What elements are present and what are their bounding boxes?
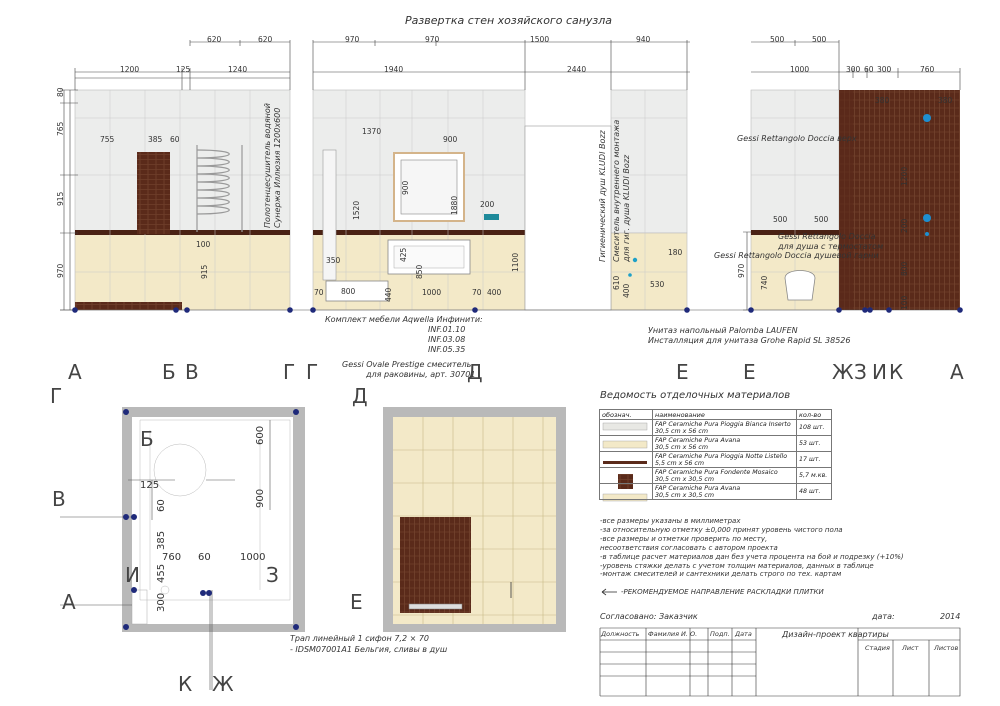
dim: 300 bbox=[846, 65, 861, 74]
hygiene-label: Гигиенический душ KLUDI Bozz bbox=[598, 130, 607, 262]
towel-label: Полотенцесушитель водяной bbox=[263, 103, 272, 228]
dim: 125 bbox=[176, 65, 191, 74]
plan-letter: И bbox=[125, 563, 141, 587]
material-size: 30,5 cm x 56 cm bbox=[655, 443, 708, 451]
dim: 970 bbox=[345, 35, 360, 44]
materials-table bbox=[599, 409, 832, 500]
dim: 1520 bbox=[352, 200, 361, 220]
dim: 455 bbox=[156, 563, 167, 583]
dim: 620 bbox=[258, 35, 273, 44]
dim: 380 bbox=[938, 96, 953, 105]
dim: 500 bbox=[773, 215, 788, 224]
dim: 1100 bbox=[511, 252, 520, 272]
inf-3: INF.05.35 bbox=[428, 345, 466, 354]
col-name: наименование bbox=[653, 410, 797, 420]
dim: 610 bbox=[612, 275, 621, 290]
axis-letter: А bbox=[68, 360, 83, 384]
axis-letter: Д bbox=[467, 360, 484, 384]
elevation-c bbox=[751, 90, 960, 310]
dim: 1000 bbox=[240, 552, 266, 563]
plan-letter: К bbox=[178, 672, 194, 696]
dim: 440 bbox=[384, 287, 393, 302]
axis-letter: В bbox=[185, 360, 200, 384]
material-qty: 108 шт. bbox=[797, 420, 832, 436]
dim: 385 bbox=[148, 135, 163, 144]
table-row bbox=[600, 420, 832, 436]
mixer-label: Смеситель внутреннего монтажа bbox=[612, 119, 621, 262]
dim: 740 bbox=[760, 275, 769, 290]
note: -монтаж смесителей и сантехники делать строго по тех. картам bbox=[600, 570, 842, 579]
table-row bbox=[600, 436, 832, 452]
material-name: FAP Ceramiche Pura Pioggia Notte Listello bbox=[655, 452, 788, 460]
plan-letter: Д bbox=[352, 384, 369, 408]
material-size: 30,5 cm x 30,5 cm bbox=[655, 491, 714, 499]
notes bbox=[600, 517, 904, 579]
dim: 60 bbox=[156, 499, 167, 512]
dim: 915 bbox=[200, 264, 209, 279]
gessi-sink-label-2: для раковины, арт. 30701 bbox=[366, 370, 476, 379]
dim: 1940 bbox=[384, 65, 404, 74]
dim: 900 bbox=[443, 135, 458, 144]
note: -все размеры и отметки проверить по месту, bbox=[600, 534, 768, 543]
floor-plan bbox=[60, 407, 305, 690]
material-name: FAP Ceramiche Pura Avana bbox=[655, 484, 741, 492]
material-name: FAP Ceramiche Pura Pioggia Bianca Inserto bbox=[655, 420, 791, 428]
note: -все размеры указаны в миллиметрах bbox=[600, 517, 741, 525]
axis-letter: Б bbox=[162, 360, 177, 384]
stamp-col: Дата bbox=[735, 630, 752, 638]
note: несоответствия согласовать с автором проекта bbox=[600, 543, 778, 552]
toilet-label: Унитаз напольный Palomba LAUFEN bbox=[648, 326, 798, 335]
dim: 1000 bbox=[790, 65, 810, 74]
material-qty: 5,7 м.кв. bbox=[797, 468, 832, 484]
drain-label: Трап линейный 1 сифон 7,2 × 70 bbox=[290, 634, 430, 643]
dim: 1200 bbox=[120, 65, 140, 74]
dim: 970 bbox=[737, 263, 746, 278]
axis-letter: А bbox=[950, 360, 965, 384]
material-name: FAP Ceramiche Pura Fondente Mosaico bbox=[655, 468, 778, 476]
dim: 70 bbox=[314, 288, 324, 297]
dim: 1200 bbox=[900, 166, 909, 186]
dim: 530 bbox=[650, 280, 665, 289]
dim: 800 bbox=[341, 287, 356, 296]
gessi-sink-label: Gessi Ovale Prestige смеситель bbox=[342, 360, 472, 369]
sheet-label: Лист bbox=[902, 644, 919, 652]
inf-1: INF.01.10 bbox=[428, 325, 466, 334]
plan-letter: Б bbox=[140, 427, 155, 451]
material-name: FAP Ceramiche Pura Avana bbox=[655, 436, 741, 444]
mixer-label-2: для гиг. душа KLUDI Bozz bbox=[622, 154, 631, 262]
drain-label-2: - IDSM07001A1 Бельгия, сливы в душ bbox=[290, 645, 448, 654]
dim: 2440 bbox=[567, 65, 587, 74]
dim: 400 bbox=[622, 283, 631, 298]
dim: 425 bbox=[399, 247, 408, 262]
table-row bbox=[600, 468, 832, 484]
axis-letter: К bbox=[889, 360, 905, 384]
axis-letter: И bbox=[872, 360, 888, 384]
dim: 900 bbox=[401, 180, 410, 195]
note: -уровень стяжки делать с учетом толщин материалов, данных в таблице bbox=[600, 561, 874, 570]
dim: 70 bbox=[472, 288, 482, 297]
elevation-a bbox=[75, 90, 290, 310]
install-label: Инсталляция для унитаза Grohe Rapid SL 38526 bbox=[648, 336, 851, 345]
dim: 1240 bbox=[228, 65, 248, 74]
dim: 80 bbox=[56, 87, 65, 97]
legend-arrow bbox=[602, 589, 617, 595]
axis-letter: Г bbox=[283, 360, 297, 384]
shower-top-label: Gessi Rettangolo Doccia верх bbox=[737, 134, 857, 143]
dim: 1000 bbox=[422, 288, 442, 297]
stamp-col: Должность bbox=[601, 630, 640, 638]
material-qty: 48 шт. bbox=[797, 484, 832, 500]
title-block bbox=[600, 628, 960, 696]
plan-letter: В bbox=[52, 487, 67, 511]
shower-hand-label: Gessi Rettangolo Doccia душевой гарни bbox=[714, 251, 879, 260]
material-qty: 53 шт. bbox=[797, 436, 832, 452]
axis-letter: З bbox=[854, 360, 868, 384]
axis-letter: Е bbox=[676, 360, 690, 384]
material-qty: 17 шт. bbox=[797, 452, 832, 468]
dim: 200 bbox=[900, 218, 909, 233]
dim: 500 bbox=[814, 215, 829, 224]
axis-letter: Г bbox=[306, 360, 320, 384]
plan-letter: А bbox=[62, 590, 77, 614]
dim: 765 bbox=[56, 121, 65, 136]
material-size: 5,5 cm x 56 cm bbox=[655, 459, 704, 467]
dim: 970 bbox=[56, 263, 65, 278]
plan-letter: З bbox=[266, 563, 280, 587]
dim: 940 bbox=[636, 35, 651, 44]
note: -за относительную отметку ±0,000 принят уровень чистого пола bbox=[600, 525, 843, 534]
dim: 400 bbox=[487, 288, 502, 297]
shower-therm-label-2: для душа с термостатом bbox=[778, 242, 884, 251]
dim: 500 bbox=[770, 35, 785, 44]
dim: 300 bbox=[156, 592, 167, 612]
material-size: 30,5 cm x 56 cm bbox=[655, 427, 708, 435]
stamp-col: Фамилия И. О. bbox=[648, 630, 698, 638]
furniture-label: Комплект мебели Aqwella Инфинити: bbox=[325, 315, 483, 324]
inf-2: INF.03.08 bbox=[428, 335, 466, 344]
legend-label: -РЕКОМЕНДУЕМОЕ НАПРАВЛЕНИЕ РАСКЛАДКИ ПЛИТКИ bbox=[621, 588, 824, 596]
dim: 350 bbox=[326, 256, 341, 265]
sheets-label: Листов bbox=[934, 644, 959, 652]
dim: 180 bbox=[668, 248, 683, 257]
table-row bbox=[600, 484, 832, 500]
dim: 755 bbox=[100, 135, 115, 144]
table-row bbox=[600, 452, 832, 468]
dim: 900 bbox=[255, 488, 266, 508]
dim: 915 bbox=[56, 191, 65, 206]
dim: 125 bbox=[140, 480, 160, 491]
material-size: 30,5 cm x 30,5 cm bbox=[655, 475, 714, 483]
plan-letter: Г bbox=[50, 384, 64, 408]
project-label: Дизайн-проект квартиры bbox=[782, 630, 889, 639]
col-qty: кол-во bbox=[797, 410, 832, 420]
year-label: 2014 bbox=[940, 612, 961, 621]
page-title: Развертка стен хозяйского санузла bbox=[405, 14, 613, 27]
dim: 1500 bbox=[530, 35, 550, 44]
dim: 380 bbox=[875, 96, 890, 105]
dim: 800 bbox=[900, 261, 909, 276]
dim: 300 bbox=[877, 65, 892, 74]
dim: 760 bbox=[920, 65, 935, 74]
dim: 100 bbox=[196, 240, 211, 249]
shower-therm-label: Gessi Rettangolo Doccia bbox=[778, 232, 876, 241]
dim: 500 bbox=[812, 35, 827, 44]
col-code: обознач. bbox=[600, 410, 653, 420]
dim: 100 bbox=[900, 295, 909, 310]
dim: 1370 bbox=[362, 127, 382, 136]
agreed-label: Согласовано: Заказчик bbox=[600, 612, 698, 621]
axis-letter: Е bbox=[743, 360, 757, 384]
dim: 620 bbox=[207, 35, 222, 44]
towel-label-2: Сунержа Иллюзия 1200х600 bbox=[273, 107, 282, 228]
note: -в таблице расчет материалов дан без учета процента на бой и подрезку (+10%) bbox=[600, 552, 904, 561]
dim: 385 bbox=[156, 530, 167, 550]
plan-letter: Ж bbox=[212, 672, 235, 696]
date-label: дата: bbox=[872, 612, 895, 621]
dim: 760 bbox=[162, 552, 182, 563]
dim: 60 bbox=[170, 135, 180, 144]
plan-letter: Е bbox=[350, 590, 364, 614]
stage-label: Стадия bbox=[865, 644, 890, 652]
dim: 60 bbox=[198, 552, 211, 563]
dim: 600 bbox=[255, 425, 266, 445]
dim: 200 bbox=[480, 200, 495, 209]
axis-letter: Ж bbox=[832, 360, 855, 384]
dim: 970 bbox=[425, 35, 440, 44]
floor-layout bbox=[383, 407, 566, 632]
stamp-col: Подп. bbox=[710, 630, 730, 638]
dim: 60 bbox=[864, 65, 874, 74]
dim: 850 bbox=[415, 264, 424, 279]
dim: 1880 bbox=[450, 195, 459, 215]
materials-title: Ведомость отделочных материалов bbox=[600, 390, 791, 401]
